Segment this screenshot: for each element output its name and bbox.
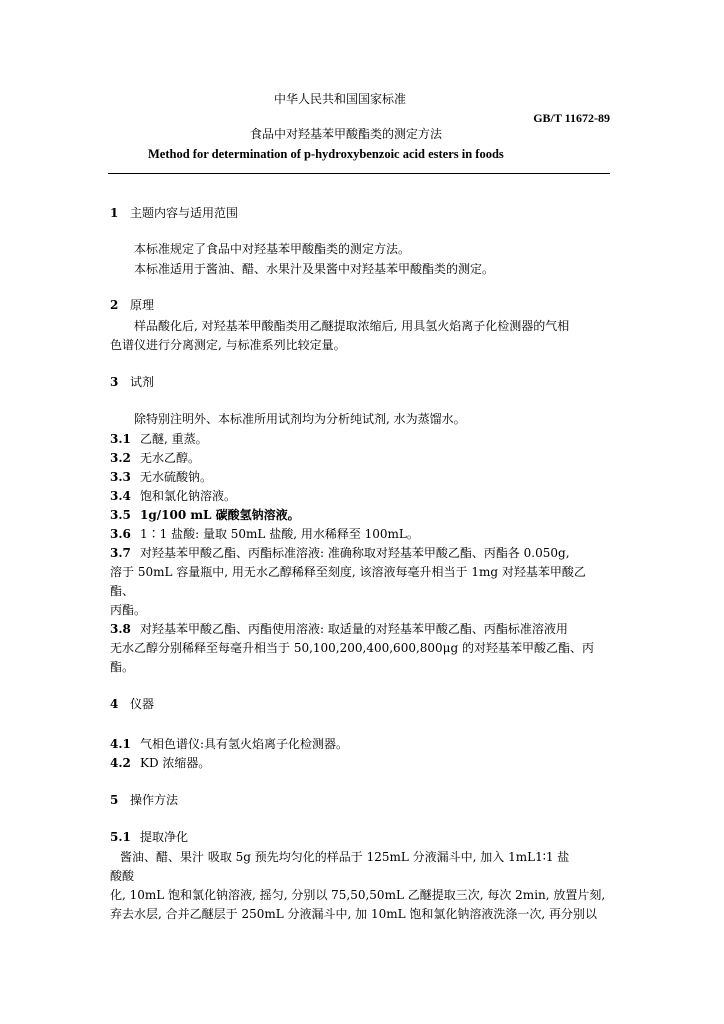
paragraph-line: 酱油、醋、果汁 吸取 5g 预先均匀化的样品于 125mL 分液漏斗中, 加入 1mL1∶1 盐: [120, 850, 570, 864]
list-item: 3.5 1g/100 mL 碳酸氢钠溶液。: [110, 508, 300, 522]
list-item: 3.1 乙醚, 重蒸。: [110, 432, 208, 446]
section-title: 仪器: [130, 697, 155, 711]
paragraph: 本标准规定了食品中对羟基苯甲酸酯类的测定方法。: [134, 242, 411, 256]
list-item: 4.2 KD 浓缩器。: [110, 756, 211, 770]
paragraph-line: 溶于 50mL 容量瓶中, 用无水乙醇稀释至刻度, 该溶液每毫升相当于 1mg 对羟基苯甲酸乙: [110, 565, 586, 579]
paragraph: 除特别注明外、本标准所用试剂均为分析纯试剂, 水为蒸馏水。: [134, 412, 466, 426]
section-title: 原理: [130, 298, 155, 312]
paragraph-line: 丙酯。: [110, 603, 147, 617]
paragraph-line: 色谱仪进行分离测定, 与标准系列比较定量。: [110, 338, 346, 352]
section-number: 3: [110, 375, 119, 389]
paragraph-line: 酯。: [110, 660, 135, 674]
list-item: 3.3 无水硫酸钠。: [110, 470, 213, 484]
paragraph: 本标准适用于酱油、醋、水果汁及果酱中对羟基苯甲酸酯类的测定。: [134, 262, 495, 276]
list-item: 3.7 对羟基苯甲酸乙酯、丙酯标准溶液: 准确称取对羟基苯甲酸乙酯、丙酯各 0.050g,: [110, 546, 570, 560]
paragraph-line: 无水乙醇分别稀释至每毫升相当于 50,100,200,400,600,800μg 的对羟基苯甲酸乙酯、丙: [110, 641, 594, 655]
title-english: Method for determination of p-hydroxybenzoic acid esters in foods: [148, 147, 504, 161]
section-5-heading: [110, 792, 178, 808]
section-number: 4: [110, 697, 119, 711]
paragraph-line: 酯、: [110, 584, 135, 598]
standard-number: GB/T 11672-89: [533, 111, 610, 125]
list-item: 3.4 饱和氯化钠溶液。: [110, 489, 237, 503]
title-chinese: 食品中对羟基苯甲酸酯类的测定方法: [249, 127, 442, 141]
list-item: 3.2 无水乙醇。: [110, 451, 201, 465]
list-item: 4.1 气相色谱仪:具有氢火焰离子化检测器。: [110, 737, 349, 751]
header-rule: [108, 173, 610, 174]
paragraph-line: 弃去水层, 合并乙醚层于 250mL 分液漏斗中, 加 10mL 饱和氯化钠溶液洗涤一次, 再分别以: [110, 907, 598, 921]
section-2-heading: [110, 297, 154, 313]
section-title: 操作方法: [130, 793, 179, 807]
paragraph-line: 酸酸: [110, 869, 135, 883]
section-title: 试剂: [130, 375, 155, 389]
standard-org: 中华人民共和国国家标准: [273, 92, 406, 106]
list-item: 3.6 1∶1 盐酸: 量取 50mL 盐酸, 用水稀释至 100mL。: [110, 527, 419, 541]
subsection-heading: 5.1 提取净化: [110, 830, 189, 844]
list-item: 3.8 对羟基苯甲酸乙酯、丙酯使用溶液: 取适量的对羟基苯甲酸乙酯、丙酯标准溶液用: [110, 622, 568, 636]
section-title: 主题内容与适用范围: [130, 206, 239, 220]
section-number: 2: [110, 298, 119, 312]
paragraph-line: 化, 10mL 饱和氯化钠溶液, 摇匀, 分别以 75,50,50mL 乙醚提取三次, 每次 2min, 放置片刻,: [110, 888, 606, 902]
paragraph-line: 样品酸化后, 对羟基苯甲酸酯类用乙醚提取浓缩后, 用具氢火焰离子化检测器的气相: [134, 319, 570, 333]
section-4-heading: [110, 696, 154, 712]
section-number: 5: [110, 793, 119, 807]
section-number: 1: [110, 206, 119, 220]
section-3-heading: [110, 374, 154, 390]
section-1-heading: [110, 205, 238, 221]
